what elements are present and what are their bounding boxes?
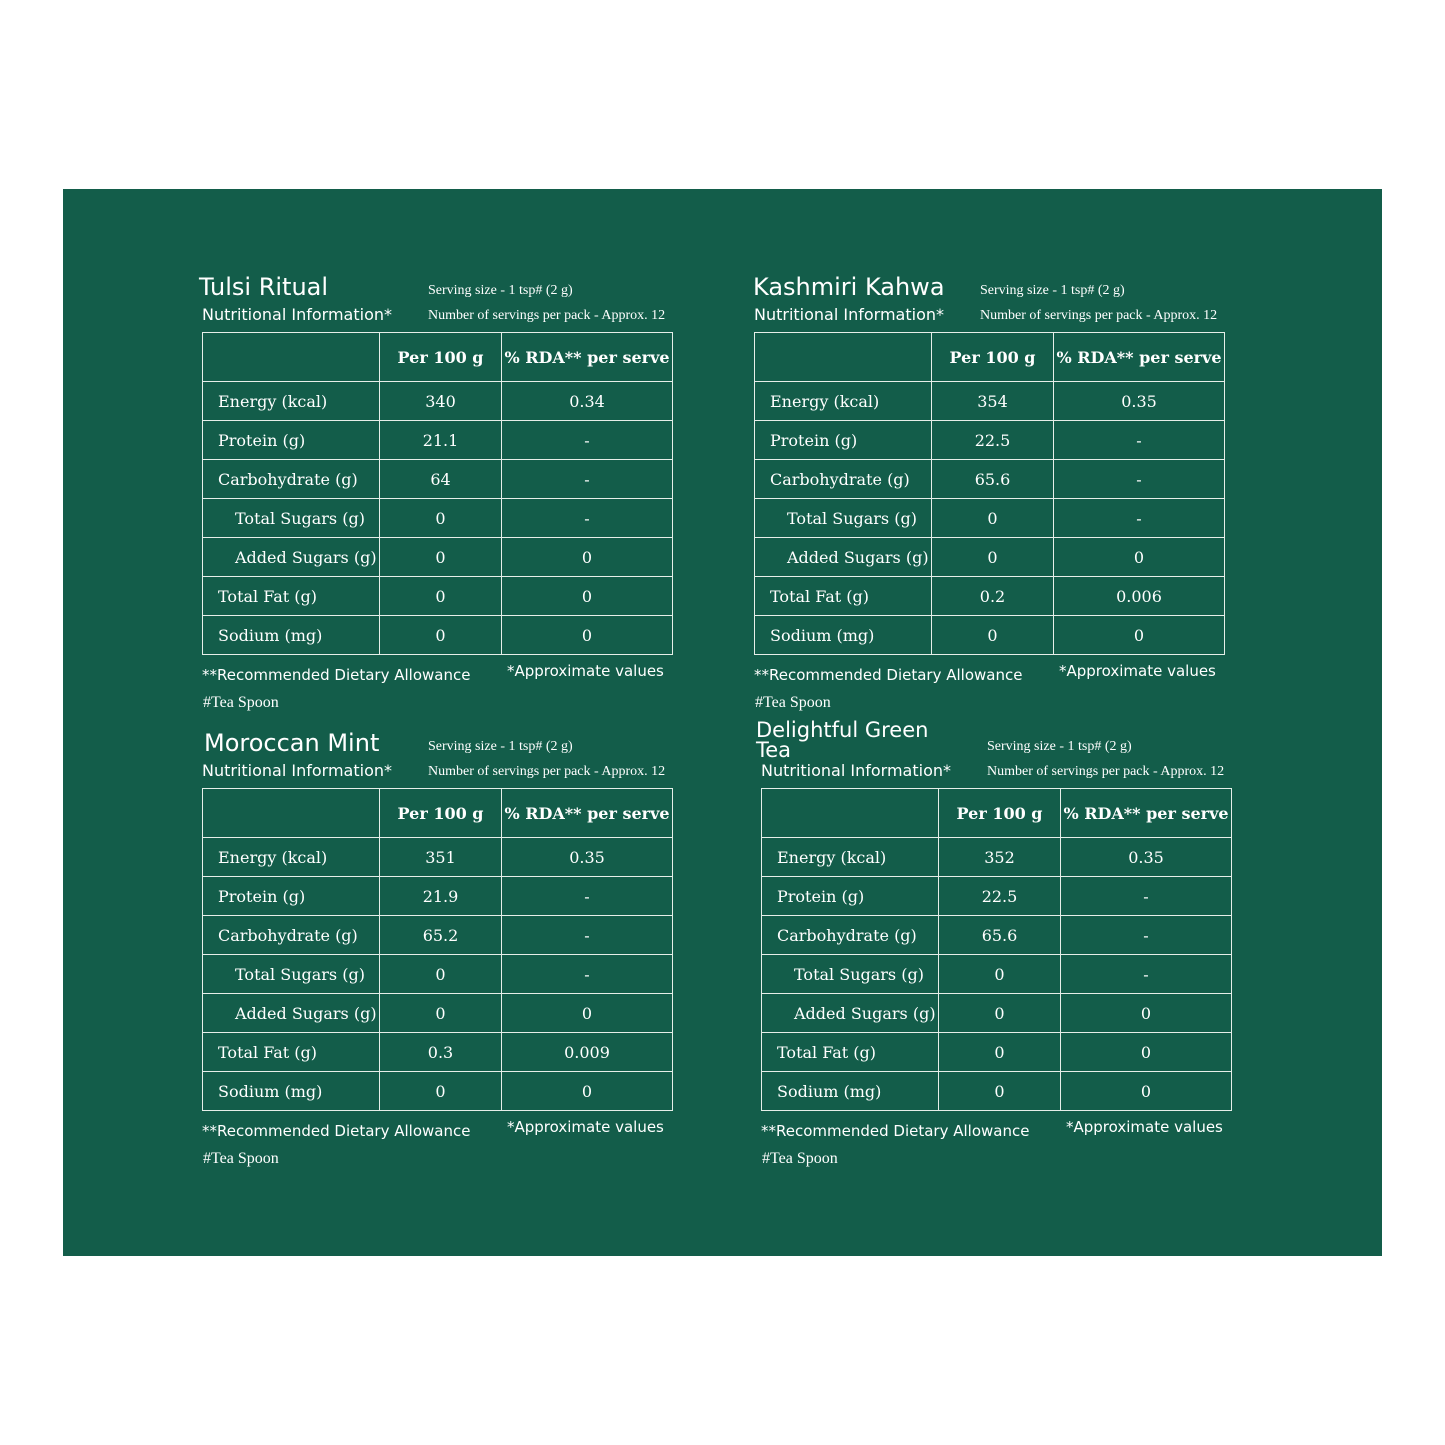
row-label: Carbohydrate (g) [203,460,380,499]
nutrition-table [202,332,673,655]
rda-value: - [1054,499,1225,538]
rda-value: 0 [502,577,673,616]
footnote-approx: *Approximate values [1059,662,1216,680]
nutrition-table [754,332,1225,655]
servings-per-pack: Number of servings per pack - Approx. 12 [987,764,1225,779]
rda-value: 0 [1061,994,1232,1033]
rda-value: - [502,460,673,499]
table-row [203,1033,673,1072]
table-row [762,955,1232,994]
table-row [203,1072,673,1111]
column-header: % RDA** per serve [502,333,673,382]
footnote-approx: *Approximate values [1066,1118,1223,1136]
table-row [755,421,1225,460]
product-title-line2: Tea [756,738,792,762]
row-label: Protein (g) [755,421,932,460]
table-row [755,460,1225,499]
rda-value: 0.35 [502,838,673,877]
nutrition-subtitle: Nutritional Information* [754,305,945,324]
row-label: Added Sugars (g) [203,538,380,577]
footnote-approx: *Approximate values [507,662,664,680]
serving-size: Serving size - 1 tsp# (2 g) [428,283,573,298]
table-header-row [762,789,1232,838]
row-label: Added Sugars (g) [762,994,939,1033]
per-100g-value: 0 [932,538,1054,577]
table-header-row [203,789,673,838]
rda-value: - [1054,460,1225,499]
per-100g-value: 351 [380,838,502,877]
rda-value: - [1061,916,1232,955]
rda-value: 0.35 [1061,838,1232,877]
rda-value: 0 [502,538,673,577]
rda-value: 0 [502,994,673,1033]
footnote-rda: **Recommended Dietary Allowance [754,666,1023,684]
per-100g-value: 22.5 [932,421,1054,460]
table-row [755,499,1225,538]
per-100g-value: 0 [380,994,502,1033]
per-100g-value: 0 [380,616,502,655]
column-header: Per 100 g [932,333,1054,382]
per-100g-value: 0 [939,955,1061,994]
table-row [203,577,673,616]
per-100g-value: 0 [380,538,502,577]
table-row [762,838,1232,877]
column-header [762,789,939,838]
rda-value: 0.006 [1054,577,1225,616]
table-row [203,382,673,421]
row-label: Sodium (mg) [762,1072,939,1111]
product-title: Tulsi Ritual [199,273,329,301]
row-label: Energy (kcal) [203,838,380,877]
per-100g-value: 352 [939,838,1061,877]
table-row [762,1033,1232,1072]
column-header [755,333,932,382]
table-row [762,1072,1232,1111]
per-100g-value: 21.1 [380,421,502,460]
row-label: Sodium (mg) [203,1072,380,1111]
row-label: Total Fat (g) [203,1033,380,1072]
footnote-rda: **Recommended Dietary Allowance [202,1122,471,1140]
per-100g-value: 0.3 [380,1033,502,1072]
row-label: Carbohydrate (g) [203,916,380,955]
per-100g-value: 0 [939,1072,1061,1111]
column-header: % RDA** per serve [502,789,673,838]
servings-per-pack: Number of servings per pack - Approx. 12 [428,308,666,323]
rda-value: 0.35 [1054,382,1225,421]
footnote-rda: **Recommended Dietary Allowance [202,666,471,684]
table-row [203,538,673,577]
rda-value: 0.34 [502,382,673,421]
per-100g-value: 0 [380,955,502,994]
row-label: Total Sugars (g) [762,955,939,994]
rda-value: 0 [502,1072,673,1111]
servings-per-pack: Number of servings per pack - Approx. 12 [980,308,1218,323]
table-row [762,994,1232,1033]
rda-value: - [502,955,673,994]
rda-value: 0 [1061,1033,1232,1072]
per-100g-value: 22.5 [939,877,1061,916]
nutrition-table [202,788,673,1111]
rda-value: - [1054,421,1225,460]
serving-size: Serving size - 1 tsp# (2 g) [980,283,1125,298]
per-100g-value: 0 [380,1072,502,1111]
footnote-teaspoon: #Tea Spoon [203,1150,279,1167]
table-row [755,538,1225,577]
table-header-row [203,333,673,382]
rda-value: - [502,421,673,460]
rda-value: - [1061,877,1232,916]
nutrition-subtitle: Nutritional Information* [202,305,393,324]
row-label: Added Sugars (g) [755,538,932,577]
nutrition-table [761,788,1232,1111]
column-header: Per 100 g [939,789,1061,838]
table-row [203,838,673,877]
table-row [203,460,673,499]
per-100g-value: 21.9 [380,877,502,916]
per-100g-value: 0.2 [932,577,1054,616]
serving-size: Serving size - 1 tsp# (2 g) [987,739,1132,754]
table-row [755,577,1225,616]
row-label: Energy (kcal) [762,838,939,877]
per-100g-value: 0 [380,499,502,538]
table-row [755,616,1225,655]
row-label: Total Fat (g) [755,577,932,616]
row-label: Total Sugars (g) [203,955,380,994]
table-row [203,877,673,916]
row-label: Protein (g) [762,877,939,916]
table-row [203,616,673,655]
rda-value: - [502,877,673,916]
product-title: Kashmiri Kahwa [753,273,945,301]
column-header [203,789,380,838]
footnote-teaspoon: #Tea Spoon [203,694,279,711]
product-title: Delightful Green [756,718,929,742]
per-100g-value: 65.6 [932,460,1054,499]
row-label: Total Fat (g) [203,577,380,616]
row-label: Total Fat (g) [762,1033,939,1072]
row-label: Carbohydrate (g) [755,460,932,499]
column-header: % RDA** per serve [1054,333,1225,382]
per-100g-value: 354 [932,382,1054,421]
servings-per-pack: Number of servings per pack - Approx. 12 [428,764,666,779]
table-row [203,421,673,460]
per-100g-value: 0 [939,994,1061,1033]
per-100g-value: 340 [380,382,502,421]
table-row [203,955,673,994]
column-header: % RDA** per serve [1061,789,1232,838]
rda-value: - [1061,955,1232,994]
footnote-teaspoon: #Tea Spoon [755,694,831,711]
rda-value: - [502,916,673,955]
row-label: Total Sugars (g) [203,499,380,538]
rda-value: 0 [1054,616,1225,655]
row-label: Energy (kcal) [755,382,932,421]
row-label: Protein (g) [203,421,380,460]
table-row [755,382,1225,421]
column-header [203,333,380,382]
rda-value: 0 [1061,1072,1232,1111]
table-row [203,499,673,538]
table-header-row [755,333,1225,382]
per-100g-value: 0 [932,499,1054,538]
rda-value: 0 [1054,538,1225,577]
table-row [203,994,673,1033]
rda-value: - [502,499,673,538]
row-label: Sodium (mg) [755,616,932,655]
table-row [203,916,673,955]
row-label: Energy (kcal) [203,382,380,421]
table-row [762,916,1232,955]
rda-value: 0 [502,616,673,655]
footnote-rda: **Recommended Dietary Allowance [761,1122,1030,1140]
nutrition-subtitle: Nutritional Information* [761,761,952,780]
column-header: Per 100 g [380,789,502,838]
per-100g-value: 0 [939,1033,1061,1072]
per-100g-value: 0 [932,616,1054,655]
footnote-teaspoon: #Tea Spoon [762,1150,838,1167]
row-label: Sodium (mg) [203,616,380,655]
serving-size: Serving size - 1 tsp# (2 g) [428,739,573,754]
per-100g-value: 0 [380,577,502,616]
column-header: Per 100 g [380,333,502,382]
rda-value: 0.009 [502,1033,673,1072]
per-100g-value: 65.2 [380,916,502,955]
row-label: Carbohydrate (g) [762,916,939,955]
nutrition-subtitle: Nutritional Information* [202,761,393,780]
product-title: Moroccan Mint [204,729,380,757]
row-label: Total Sugars (g) [755,499,932,538]
table-row [762,877,1232,916]
row-label: Protein (g) [203,877,380,916]
per-100g-value: 65.6 [939,916,1061,955]
row-label: Added Sugars (g) [203,994,380,1033]
footnote-approx: *Approximate values [507,1118,664,1136]
per-100g-value: 64 [380,460,502,499]
